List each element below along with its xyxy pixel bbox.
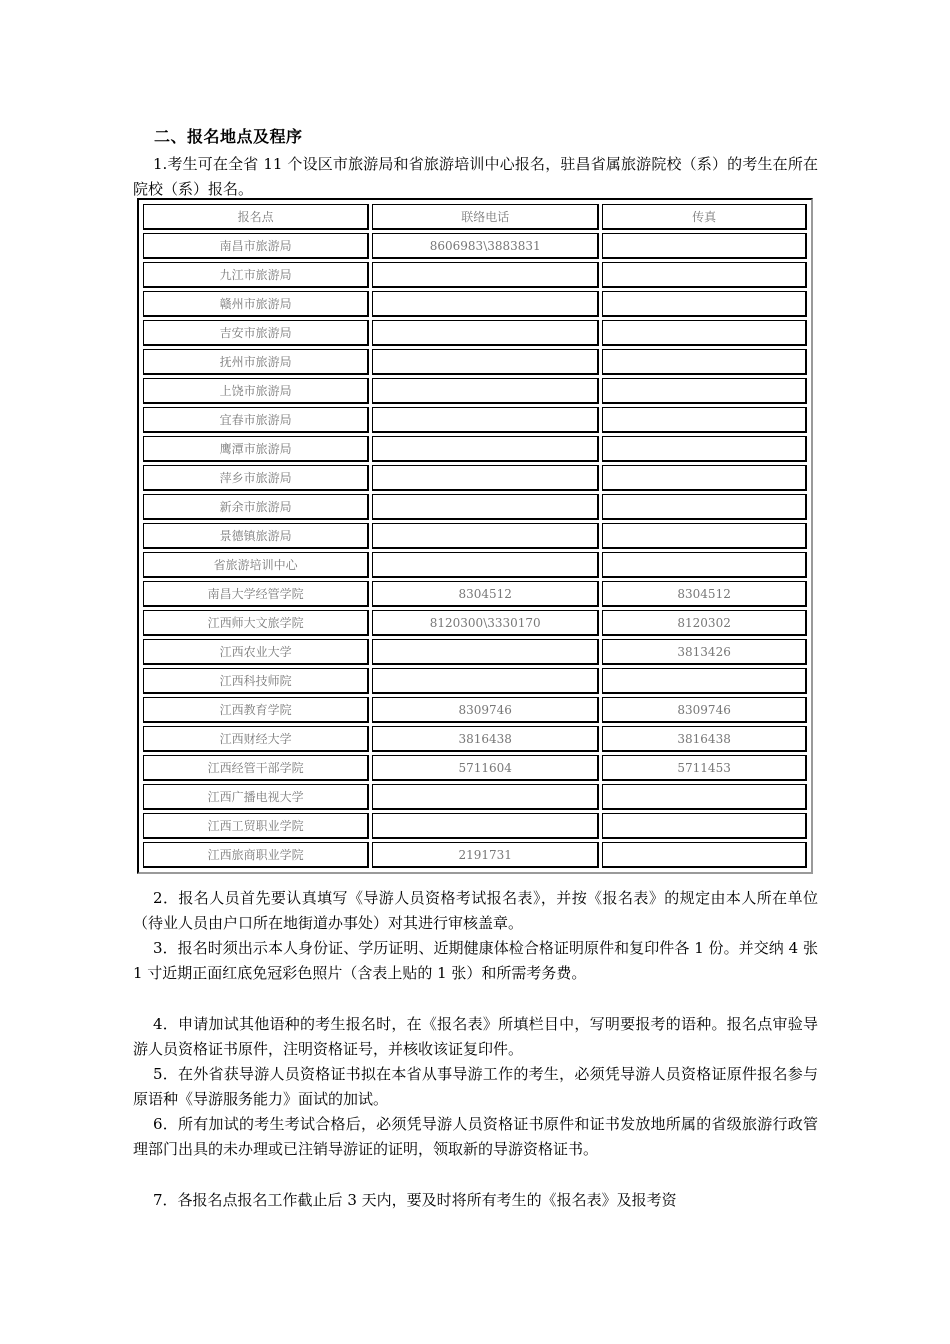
fax-cell: 8120302 — [602, 610, 807, 636]
phone-cell — [372, 320, 599, 346]
table-row — [143, 465, 807, 491]
table-row — [143, 842, 807, 868]
section-heading: 二、报名地点及程序 — [154, 127, 303, 146]
site-cell: 萍乡市旅游局 — [143, 465, 369, 491]
table-row — [143, 668, 807, 694]
table-row — [143, 755, 807, 781]
fax-cell — [602, 320, 807, 346]
site-cell: 江西财经大学 — [143, 726, 369, 752]
table-header-row — [143, 204, 807, 230]
site-cell: 景德镇旅游局 — [143, 523, 369, 549]
phone-cell — [372, 668, 599, 694]
fax-cell — [602, 436, 807, 462]
intro-paragraph: 1.考生可在全省 11 个设区市旅游局和省旅游培训中心报名，驻昌省属旅游院校（系）的考生在所在院校（系）报名。 — [133, 155, 818, 198]
fax-cell — [602, 378, 807, 404]
site-cell: 江西科技师院 — [143, 668, 369, 694]
site-cell: 鹰潭市旅游局 — [143, 436, 369, 462]
site-cell: 江西农业大学 — [143, 639, 369, 665]
table-row — [143, 233, 807, 259]
phone-cell — [372, 262, 599, 288]
fax-cell: 8309746 — [602, 697, 807, 723]
phone-cell — [372, 407, 599, 433]
table-row — [143, 378, 807, 404]
table-row — [143, 523, 807, 549]
fax-cell — [602, 784, 807, 810]
paragraph-5: 5．在外省获导游人员资格证书拟在本省从事导游工作的考生，必须凭导游人员资格证原件报名参与原语种《导游服务能力》面试的加试。 — [133, 1065, 818, 1108]
fax-cell — [602, 523, 807, 549]
site-cell: 省旅游培训中心 — [143, 552, 369, 578]
site-cell: 赣州市旅游局 — [143, 291, 369, 317]
phone-cell: 8606983\3883831 — [372, 233, 599, 259]
fax-cell — [602, 291, 807, 317]
table-row — [143, 581, 807, 607]
phone-cell — [372, 494, 599, 520]
fax-cell — [602, 552, 807, 578]
phone-cell — [372, 291, 599, 317]
fax-cell — [602, 262, 807, 288]
table-row — [143, 262, 807, 288]
table-row — [143, 552, 807, 578]
table-row — [143, 494, 807, 520]
paragraph-2: 2．报名人员首先要认真填写《导游人员资格考试报名表》，并按《报名表》的规定由本人所在单位（待业人员由户口所在地街道办事处）对其进行审核盖章。 — [133, 889, 818, 932]
phone-cell — [372, 813, 599, 839]
header-fax: 传真 — [602, 204, 807, 230]
site-cell: 上饶市旅游局 — [143, 378, 369, 404]
site-cell: 抚州市旅游局 — [143, 349, 369, 375]
table-row — [143, 726, 807, 752]
phone-cell — [372, 784, 599, 810]
fax-cell: 3816438 — [602, 726, 807, 752]
phone-cell — [372, 436, 599, 462]
table-row — [143, 610, 807, 636]
site-cell: 江西工贸职业学院 — [143, 813, 369, 839]
fax-cell — [602, 465, 807, 491]
fax-cell: 5711453 — [602, 755, 807, 781]
site-cell: 江西经管干部学院 — [143, 755, 369, 781]
table-row — [143, 784, 807, 810]
fax-cell — [602, 349, 807, 375]
fax-cell — [602, 233, 807, 259]
phone-cell: 8120300\3330170 — [372, 610, 599, 636]
table-row — [143, 407, 807, 433]
phone-cell — [372, 523, 599, 549]
site-cell: 江西广播电视大学 — [143, 784, 369, 810]
phone-cell: 5711604 — [372, 755, 599, 781]
fax-cell: 3813426 — [602, 639, 807, 665]
fax-cell — [602, 407, 807, 433]
table-row — [143, 697, 807, 723]
site-cell: 江西教育学院 — [143, 697, 369, 723]
phone-cell: 8309746 — [372, 697, 599, 723]
paragraph-3: 3．报名时须出示本人身份证、学历证明、近期健康体检合格证明原件和复印件各 1 份。并交纳 4 张 1 寸近期正面红底免冠彩色照片（含表上贴的 1 张）和所需考务费。 — [133, 939, 818, 982]
header-site: 报名点 — [143, 204, 369, 230]
table-row — [143, 436, 807, 462]
fax-cell — [602, 842, 807, 868]
fax-cell: 8304512 — [602, 581, 807, 607]
table-row — [143, 291, 807, 317]
registration-sites-table — [137, 198, 813, 874]
sites-table — [140, 201, 810, 871]
site-cell: 南昌市旅游局 — [143, 233, 369, 259]
table-row — [143, 639, 807, 665]
site-cell: 新余市旅游局 — [143, 494, 369, 520]
table-row — [143, 813, 807, 839]
table-row — [143, 320, 807, 346]
fax-cell — [602, 494, 807, 520]
phone-cell — [372, 349, 599, 375]
fax-cell — [602, 813, 807, 839]
phone-cell — [372, 552, 599, 578]
site-cell: 江西师大文旅学院 — [143, 610, 369, 636]
fax-cell — [602, 668, 807, 694]
header-phone: 联络电话 — [372, 204, 599, 230]
phone-cell — [372, 378, 599, 404]
paragraph-7: 7．各报名点报名工作截止后 3 天内，要及时将所有考生的《报名表》及报考资 — [153, 1191, 677, 1209]
phone-cell — [372, 465, 599, 491]
site-cell: 江西旅商职业学院 — [143, 842, 369, 868]
site-cell: 吉安市旅游局 — [143, 320, 369, 346]
phone-cell: 8304512 — [372, 581, 599, 607]
phone-cell: 3816438 — [372, 726, 599, 752]
site-cell: 九江市旅游局 — [143, 262, 369, 288]
site-cell: 宜春市旅游局 — [143, 407, 369, 433]
paragraph-4: 4．申请加试其他语种的考生报名时，在《报名表》所填栏目中，写明要报考的语种。报名点审验导游人员资格证书原件，注明资格证号，并核收该证复印件。 — [133, 1015, 818, 1058]
phone-cell — [372, 639, 599, 665]
paragraph-6: 6．所有加试的考生考试合格后，必须凭导游人员资格证书原件和证书发放地所属的省级旅游行政管理部门出具的未办理或已注销导游证的证明，领取新的导游资格证书。 — [133, 1115, 818, 1158]
table-row — [143, 349, 807, 375]
site-cell: 南昌大学经管学院 — [143, 581, 369, 607]
phone-cell: 2191731 — [372, 842, 599, 868]
